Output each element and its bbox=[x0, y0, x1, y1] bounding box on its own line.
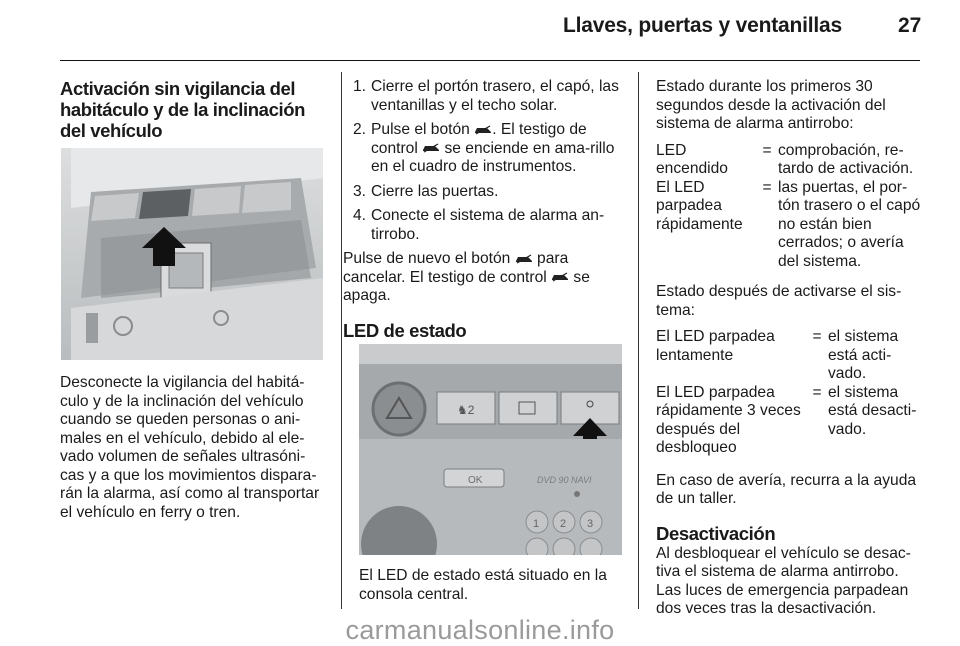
column-3 bbox=[656, 78, 922, 619]
preset-key-2: 2 bbox=[560, 518, 567, 530]
step-item bbox=[343, 78, 628, 115]
step-item bbox=[343, 121, 628, 177]
column-1 bbox=[60, 78, 328, 141]
column-1-body bbox=[60, 374, 328, 522]
radio-model-label: DVD 90 NAVI bbox=[537, 475, 592, 485]
table-row bbox=[656, 384, 922, 458]
status-desc: el sistema está desacti-vado. bbox=[828, 383, 917, 438]
column-divider-2 bbox=[638, 72, 639, 609]
status-term: LED encendido bbox=[656, 141, 728, 177]
status-equals: = bbox=[812, 328, 822, 345]
console-figure bbox=[359, 344, 622, 555]
alarm-car-icon bbox=[515, 254, 533, 264]
alarm-car-icon bbox=[422, 143, 440, 153]
status-equals: = bbox=[762, 141, 772, 159]
steps-list bbox=[343, 78, 628, 244]
status-equals: = bbox=[812, 383, 822, 401]
step-item bbox=[343, 183, 628, 202]
status-equals: = bbox=[762, 178, 772, 196]
status-table-first-30s bbox=[656, 142, 922, 272]
step-number: 2. bbox=[353, 121, 367, 138]
press-again-text: Pulse de nuevo el botón bbox=[343, 250, 511, 267]
section-heading-activation: Activación sin vigilancia del habitáculo y de la inclinación del vehículo bbox=[60, 78, 306, 141]
step-text: Cierre las puertas. bbox=[371, 182, 499, 200]
step-text: Conecte el sistema de alarma an-tirrobo. bbox=[371, 207, 605, 243]
section-heading-deactivation: Desactivación bbox=[656, 522, 776, 544]
running-header-title: Llaves, puertas y ventanillas bbox=[562, 14, 842, 37]
table-row bbox=[656, 142, 922, 179]
header-rule bbox=[60, 60, 920, 61]
press-again-paragraph bbox=[343, 250, 628, 306]
preset-key-1: 1 bbox=[533, 518, 540, 530]
alarm-car-icon bbox=[551, 272, 569, 282]
vigilance-paragraph: Desconecte la vigilancia del habitá-culo y de la inclinación del vehículo cuando se queden personas o ani-males en el vehículo, debido al ele-vado volumen de señales ultrasóni-cas y a que los movimientos dispara-rán la alarma, así como al transportar el vehículo en ferry o tren. bbox=[60, 374, 320, 521]
status-desc: el sistema está acti-vado. bbox=[828, 328, 899, 382]
step-text: Pulse el botón bbox=[371, 121, 470, 138]
ok-label: OK bbox=[468, 475, 483, 486]
status-intro: Estado durante los primeros 30 segundos desde la activación del sistema de alarma antirrobo: bbox=[656, 78, 886, 132]
table-row bbox=[656, 179, 922, 272]
step-number: 3. bbox=[353, 182, 367, 200]
step-number: 1. bbox=[353, 78, 367, 95]
section-heading-led: LED de estado bbox=[343, 319, 467, 341]
seat-icon: ♞2 bbox=[457, 403, 475, 417]
status-term: El LED parpadea rápidamente bbox=[656, 178, 743, 233]
step-text: se enciende en ama-rillo en el cuadro de instrumentos. bbox=[371, 139, 615, 175]
preset-key-3: 3 bbox=[587, 518, 594, 530]
column-2-caption bbox=[359, 567, 624, 604]
step-text: Cierre el portón trasero, el capó, las ventanillas y el techo solar. bbox=[371, 78, 619, 114]
deactivation-paragraph: Al desbloquear el vehículo se desac-tiva el sistema de alarma antirrobo. Las luces de emergencia parpadean dos veces tras la desactivación. bbox=[656, 544, 911, 617]
press-again-text: para cancelar. El testigo de control bbox=[343, 250, 569, 286]
alarm-car-icon bbox=[474, 125, 492, 135]
figure-caption: El LED de estado está situado en la consola central. bbox=[359, 567, 607, 603]
alarm-button-figure bbox=[61, 148, 323, 360]
status-table-after-activation bbox=[656, 328, 922, 458]
step-text: . El testigo de control bbox=[371, 121, 587, 157]
column-2 bbox=[343, 78, 628, 341]
press-again-text: se apaga. bbox=[343, 268, 590, 304]
step-number: 4. bbox=[353, 207, 367, 224]
step-item bbox=[343, 207, 628, 244]
status-term: El LED parpadea rápidamente 3 veces después del desbloqueo bbox=[656, 383, 801, 456]
center-console-photo-icon bbox=[359, 344, 622, 555]
status-after-intro: Estado después de activarse el sis-tema: bbox=[656, 283, 902, 319]
page-number: 27 bbox=[898, 14, 922, 37]
fault-paragraph: En caso de avería, recurra a la ayuda de un taller. bbox=[656, 471, 917, 507]
status-desc: las puertas, el por-tón trasero o el capó no están bien cerrados; o avería del sistema. bbox=[778, 178, 921, 270]
table-row bbox=[656, 328, 922, 384]
status-term: El LED parpadea lentamente bbox=[656, 328, 775, 364]
status-desc: comprobación, re-tardo de activación. bbox=[778, 141, 914, 177]
column-divider-1 bbox=[341, 72, 342, 609]
footer-watermark: carmanualsonline.info bbox=[345, 615, 615, 645]
car-alarm-button-photo-icon bbox=[61, 148, 323, 360]
